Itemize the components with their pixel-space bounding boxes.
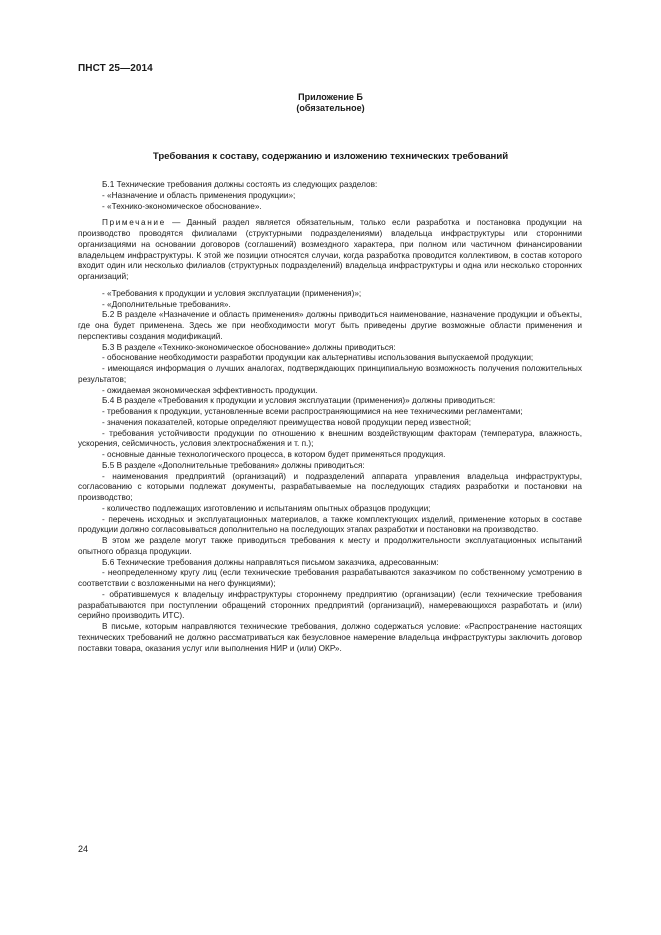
paragraph-b5-extra: В этом же разделе могут также приводиться требования к месту и продолжительности эксплуатационных испытаний опытного образца продукции. xyxy=(78,536,582,556)
list-item: - «Технико-экономическое обоснование». xyxy=(102,201,262,211)
section-title: Требования к составу, содержанию и изложению технических требований xyxy=(152,151,509,162)
paragraph-b6-intro: Б.6 Технические требования должны направляться письмом заказчика, адресованным: xyxy=(102,557,439,567)
paragraph-b6-letter: В письме, которым направляются технические требования, должно содержаться условие: «Распространение настоящих технических требований не должно рассматриваться как безусловное намерение владельца инфраструктуры заключить договор поставки товара, оказания услуг или выполнения НИР и (или) ОКР». xyxy=(78,622,582,653)
list-item: - требования к продукции, установленные всеми распространяющимися на нее техническими регламентами; xyxy=(102,407,523,416)
list-item: - перечень исходных и эксплуатационных материалов, а также комплектующих изделий, применение которых в составе продукции должно согласовываться дополнительно на последующих этапах разработки и постановки на производство. xyxy=(78,514,582,535)
list-item: - «Дополнительные требования». xyxy=(102,299,231,309)
list-item: - значения показателей, которые определяют преимущества новой продукции перед известной; xyxy=(102,417,472,427)
paragraph-b2: Б.2 В разделе «Назначение и область применения» должны приводиться наименование, назначение продукции и объекты, где она будет применена. Здесь же при необходимости могут быть приведены другие возможные области применения и перспективы создания модификаций. xyxy=(78,310,582,341)
list-item: - требования устойчивости продукции по отношению к внешним воздействующим факторам (температура, влажность, ускорения, сейсмичность, условия электроснабжения и т. п.); xyxy=(78,428,582,449)
paragraph-b3-intro: Б.3 В разделе «Технико-экономическое обоснование» должны приводиться: xyxy=(102,342,396,352)
appendix-title: Приложение Б xyxy=(298,92,363,102)
paragraph-b4-intro: Б.4 В разделе «Требования к продукции и условия эксплуатации (применения)» должны приводиться: xyxy=(102,396,496,406)
list-item: - «Требования к продукции и условия эксплуатации (применения)»; xyxy=(102,288,362,298)
list-item: - количество подлежащих изготовлению и испытаниям опытных образцов продукции; xyxy=(102,503,431,513)
page-number: 24 xyxy=(78,844,89,854)
list-item: - наименования предприятий (организаций) и подразделений аппарата управления владельца инфраструктуры, согласованию с которыми подлежат документы, разрабатываемые на последующих стадиях разработки и постановки на производство; xyxy=(78,471,582,502)
appendix-heading xyxy=(78,92,583,114)
note-label: Примечание xyxy=(102,218,166,228)
list-item: - ожидаемая экономическая эффективность продукции. xyxy=(102,385,318,395)
list-item: - «Назначение и область применения продукции»; xyxy=(102,190,296,200)
list-item: - имеющаяся информация о лучших аналогах, подтверждающих принципиальную возможность получения положительных результатов; xyxy=(78,364,582,384)
paragraph-b5-intro: Б.5 В разделе «Дополнительные требования» должны приводиться: xyxy=(102,460,365,470)
appendix-status: (обязательное) xyxy=(296,103,365,113)
list-item: - основные данные технологического процесса, в котором будет применяться продукция. xyxy=(102,450,446,459)
note-paragraph xyxy=(78,218,582,283)
document-code: ПНСТ 25—2014 xyxy=(78,63,153,74)
list-item: - неопределенному кругу лиц (если технические требования разрабатываются заказчиком по собственному усмотрению в соответствии с возложенными на него функциями); xyxy=(78,568,582,588)
list-item: - обоснование необходимости разработки продукции как альтернативы использования выпускаемой продукции; xyxy=(102,353,534,363)
document-body xyxy=(78,180,582,654)
list-item: - обратившемуся к владельцу инфраструктуры стороннему предприятию (организации) (если технические требования разрабатываются при поступлении обращений сторонних предприятий (организаций), намеревающихся разработать и (или) серийно производить ИТС). xyxy=(78,589,582,621)
note-text: — Данный раздел является обязательным, только если разработка и постановка продукции на производство проводятся филиалами (структурными подразделениями) владельца инфраструктуры или сторонними организациями на основании договоров (соглашений) возмездного характера, при полном или частичном финансировании владельцем инфраструктуры. К этой же позиции относятся случаи, когда разработка проводится коллективом, в состав которого входит один или несколько филиалов (структурных подразделений) владельца инфраструктуры и одна или несколько сторонних организаций; xyxy=(78,218,582,281)
paragraph-b1-intro: Б.1 Технические требования должны состоять из следующих разделов: xyxy=(102,180,378,189)
